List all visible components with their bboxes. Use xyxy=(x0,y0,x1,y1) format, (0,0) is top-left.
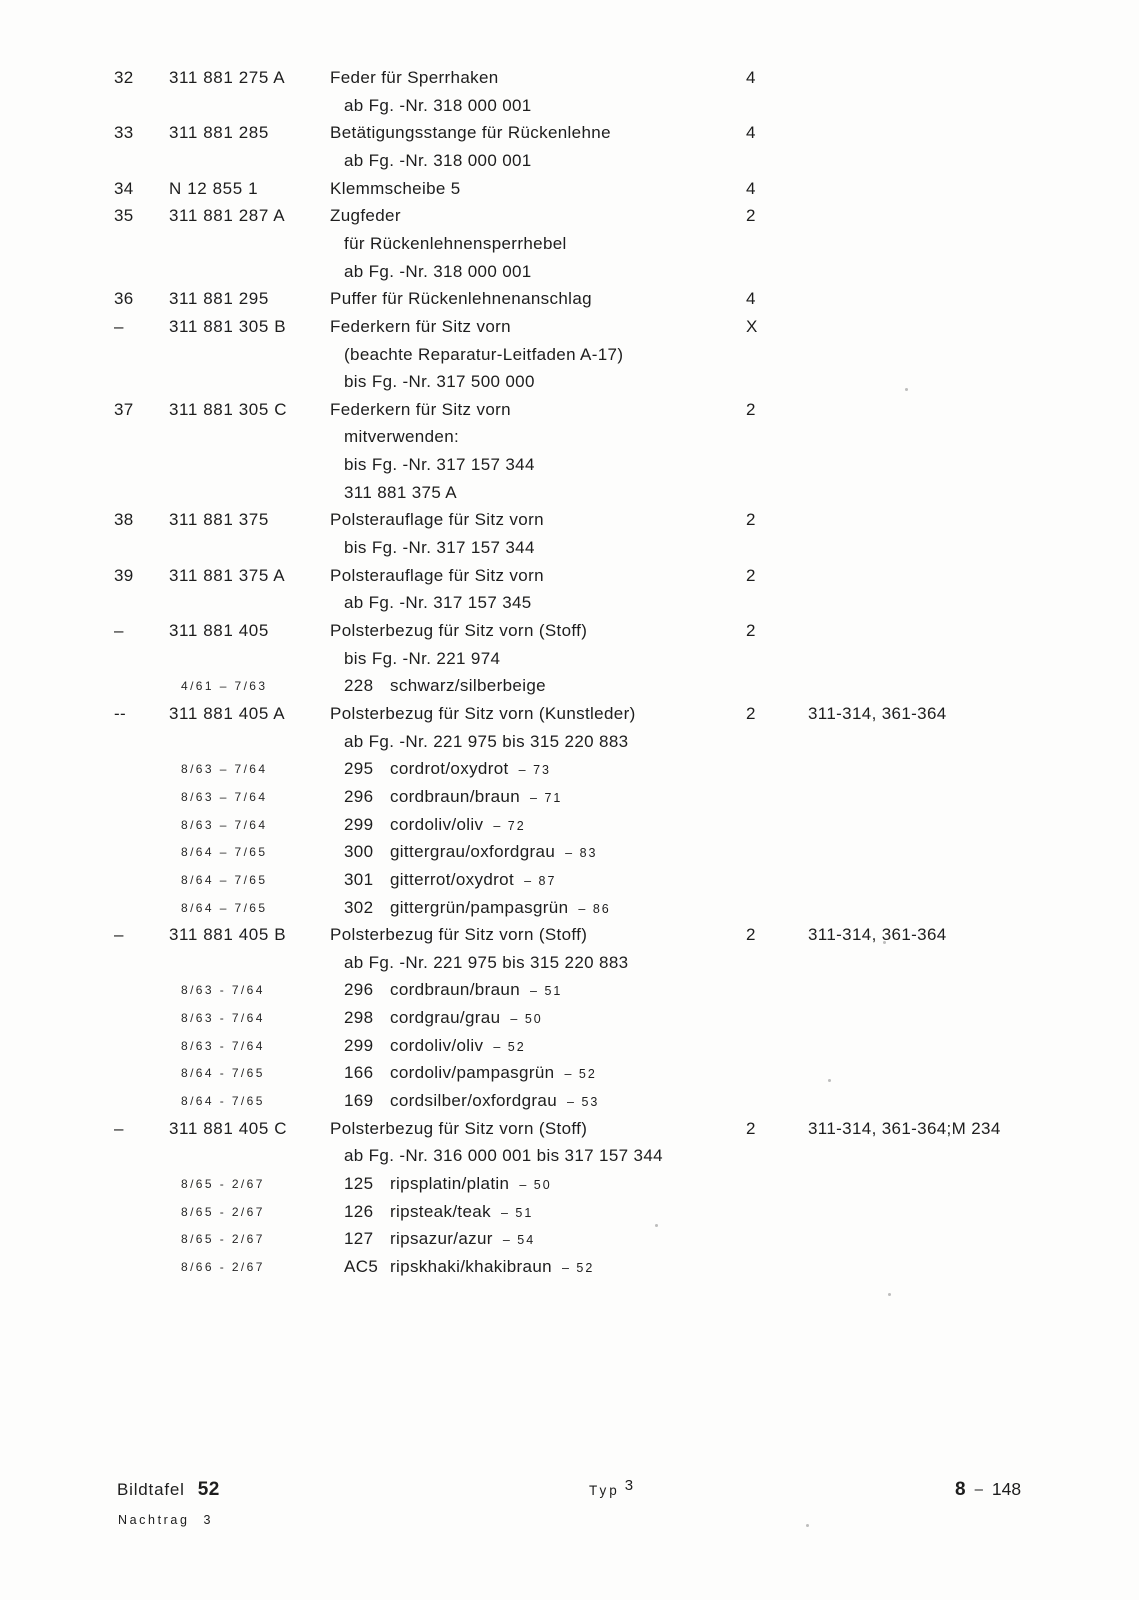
color-name-cell: cordbraun/braun – 51 xyxy=(390,980,563,1000)
color-code-cell: 296 xyxy=(344,980,374,1000)
color-number: – 73 xyxy=(518,763,551,778)
table-row xyxy=(0,368,1139,396)
color-code-cell: AC5 xyxy=(344,1257,379,1276)
position-cell: – xyxy=(114,621,124,640)
table-row xyxy=(0,423,1139,451)
color-name-cell: ripsplatin/platin – 50 xyxy=(390,1174,552,1193)
table-row xyxy=(0,617,1139,645)
color-name-cell: gitterrot/oxydrot – 87 xyxy=(390,869,557,889)
table-row xyxy=(0,672,1139,700)
description-subline: ab Fg. -Nr. 318 000 001 xyxy=(344,261,532,281)
description-cell: Polsterauflage für Sitz vorn xyxy=(330,565,544,585)
color-number: – 86 xyxy=(578,901,611,916)
color-code-cell: 127 xyxy=(344,1229,374,1249)
table-row xyxy=(0,341,1139,369)
date-range-cell: 8/63 – 7/64 xyxy=(181,817,268,832)
table-row xyxy=(0,396,1139,424)
description-subline: ab Fg. -Nr. 221 975 bis 315 220 883 xyxy=(344,952,629,972)
color-code-cell: 300 xyxy=(344,842,374,862)
color-number: – 53 xyxy=(567,1095,600,1109)
table-row xyxy=(0,921,1139,949)
color-number: – 54 xyxy=(502,1233,536,1248)
position-cell: 37 xyxy=(114,399,134,419)
color-name-cell: cordoliv/oliv – 72 xyxy=(390,814,526,834)
date-range-cell: 8/64 – 7/65 xyxy=(181,872,268,887)
position-cell: 33 xyxy=(114,123,134,143)
color-name-cell: ripskhaki/khakibraun – 52 xyxy=(390,1257,595,1276)
table-row xyxy=(0,92,1139,120)
type-label: Typ xyxy=(589,1483,620,1498)
color-number: – 72 xyxy=(493,818,526,833)
table-row xyxy=(0,1142,1139,1170)
color-name-cell: cordoliv/pampasgrün – 52 xyxy=(390,1063,597,1083)
table-row xyxy=(0,700,1139,728)
description-cell: Federkern für Sitz vorn xyxy=(330,316,511,336)
plate-reference xyxy=(117,1479,220,1501)
color-number: – 51 xyxy=(530,984,563,999)
position-cell: – xyxy=(114,925,124,945)
position-cell: 32 xyxy=(114,68,134,87)
description-subline: ab Fg. -Nr. 318 000 001 xyxy=(344,150,532,170)
description-cell: Federkern für Sitz vorn xyxy=(330,399,511,419)
color-code-cell: 301 xyxy=(344,869,374,889)
date-range-cell: 8/63 - 7/64 xyxy=(181,1011,265,1026)
table-row xyxy=(0,313,1139,341)
color-name-cell: gittergrün/pampasgrün – 86 xyxy=(390,897,611,917)
description-cell: Zugfeder xyxy=(330,206,401,226)
color-number: – 87 xyxy=(524,873,557,888)
position-cell: -- xyxy=(114,703,127,723)
scan-speck xyxy=(828,1079,831,1082)
position-cell: – xyxy=(114,1118,124,1138)
table-row xyxy=(0,119,1139,147)
color-code-cell: 299 xyxy=(344,1035,374,1055)
description-subline: ab Fg. -Nr. 318 000 001 xyxy=(344,95,532,115)
description-cell: Polsterbezug für Sitz vorn (Stoff) xyxy=(330,1118,588,1138)
plate-label: Bildtafel xyxy=(117,1480,185,1499)
part-number-cell: 311 881 405 xyxy=(169,621,269,640)
table-row xyxy=(0,451,1139,479)
page-number-reference xyxy=(955,1477,1021,1501)
table-row xyxy=(0,534,1139,562)
table-row xyxy=(0,1115,1139,1143)
table-row xyxy=(0,1032,1139,1060)
scan-speck xyxy=(655,1224,658,1227)
supplement-reference xyxy=(118,1510,213,1530)
color-code-cell: 298 xyxy=(344,1008,374,1028)
description-cell: Polsterauflage für Sitz vorn xyxy=(330,510,544,530)
table-row xyxy=(0,894,1139,922)
part-number-cell: 311 881 287 A xyxy=(169,206,286,226)
quantity-cell: 2 xyxy=(746,703,756,723)
table-row xyxy=(0,838,1139,866)
quantity-cell: 2 xyxy=(746,206,756,226)
table-row xyxy=(0,1198,1139,1226)
position-cell: 36 xyxy=(114,289,134,309)
date-range-cell: 8/65 - 2/67 xyxy=(181,1204,265,1219)
position-cell: 39 xyxy=(114,565,134,585)
date-range-cell: 8/64 - 7/65 xyxy=(181,1094,265,1108)
date-range-cell: 8/64 – 7/65 xyxy=(181,845,268,860)
description-subline: ab Fg. -Nr. 316 000 001 bis 317 157 344 xyxy=(344,1146,663,1166)
color-code-cell: 169 xyxy=(344,1091,374,1110)
table-row xyxy=(0,147,1139,175)
color-code-cell: 125 xyxy=(344,1174,374,1193)
supplement-label: Nachtrag xyxy=(118,1513,190,1527)
table-row xyxy=(0,506,1139,534)
position-cell: 35 xyxy=(114,206,134,226)
position-cell: – xyxy=(114,316,124,336)
date-range-cell: 8/63 - 7/64 xyxy=(181,983,265,998)
date-range-cell: 4/61 – 7/63 xyxy=(181,679,268,694)
color-name-cell: cordsilber/oxfordgrau – 53 xyxy=(390,1091,600,1110)
description-cell: Puffer für Rückenlehnenanschlag xyxy=(330,289,592,309)
quantity-cell: 2 xyxy=(746,621,756,640)
table-row xyxy=(0,285,1139,313)
table-row xyxy=(0,645,1139,673)
table-row xyxy=(0,811,1139,839)
part-number-cell: 311 881 375 A xyxy=(169,565,286,585)
description-subline: bis Fg. -Nr. 317 157 344 xyxy=(344,455,535,475)
page-separator: – xyxy=(974,1481,983,1498)
part-number-cell: 311 881 275 A xyxy=(169,68,286,87)
table-row xyxy=(0,1253,1139,1281)
position-cell: 38 xyxy=(114,510,134,530)
color-number: – 50 xyxy=(510,1012,543,1027)
type-number: 3 xyxy=(624,1477,634,1494)
page-number: 148 xyxy=(991,1479,1022,1499)
quantity-cell: 2 xyxy=(746,1118,756,1138)
table-row xyxy=(0,949,1139,977)
table-row xyxy=(0,866,1139,894)
plate-number: 52 xyxy=(197,1479,220,1500)
table-row xyxy=(0,175,1139,203)
date-range-cell: 8/65 - 2/67 xyxy=(181,1232,265,1247)
table-row xyxy=(0,755,1139,783)
model-remark-cell: 311-314, 361-364 xyxy=(808,925,947,945)
description-subline: mitverwenden: xyxy=(344,427,460,447)
table-row xyxy=(0,976,1139,1004)
color-code-cell: 299 xyxy=(344,814,374,834)
description-cell: Polsterbezug für Sitz vorn (Stoff) xyxy=(330,621,588,640)
description-cell: Polsterbezug für Sitz vorn (Stoff) xyxy=(330,925,588,945)
date-range-cell: 8/65 - 2/67 xyxy=(181,1177,265,1191)
date-range-cell: 8/63 – 7/64 xyxy=(181,762,268,777)
color-number: – 52 xyxy=(564,1067,597,1082)
part-number-cell: 311 881 405 C xyxy=(169,1118,288,1138)
description-subline: für Rückenlehnensperrhebel xyxy=(344,233,567,253)
model-remark-cell: 311-314, 361-364;M 234 xyxy=(808,1118,1001,1138)
color-name-cell: schwarz/silberbeige xyxy=(390,676,546,696)
description-cell: Klemmscheibe 5 xyxy=(330,178,461,198)
quantity-cell: 4 xyxy=(746,68,756,87)
color-name-cell: cordoliv/oliv – 52 xyxy=(390,1035,526,1055)
part-number-cell: 311 881 295 xyxy=(169,289,269,309)
quantity-cell: 2 xyxy=(746,925,756,945)
description-cell: Feder für Sperrhaken xyxy=(330,68,499,87)
quantity-cell: 4 xyxy=(746,123,756,143)
color-code-cell: 228 xyxy=(344,676,374,696)
date-range-cell: 8/64 – 7/65 xyxy=(181,900,268,915)
part-number-cell: 311 881 305 B xyxy=(169,316,287,336)
part-number-cell: N 12 855 1 xyxy=(169,178,259,198)
scan-speck xyxy=(883,941,886,944)
part-number-cell: 311 881 405 B xyxy=(169,925,287,945)
description-subline: bis Fg. -Nr. 221 974 xyxy=(344,648,501,668)
description-subline: bis Fg. -Nr. 317 500 000 xyxy=(344,372,535,392)
description-subline: ab Fg. -Nr. 221 975 bis 315 220 883 xyxy=(344,731,629,751)
description-subline: ab Fg. -Nr. 317 157 345 xyxy=(344,593,532,613)
supplement-number: 3 xyxy=(203,1513,214,1527)
table-row xyxy=(0,1059,1139,1087)
date-range-cell: 8/66 - 2/67 xyxy=(181,1260,265,1274)
table-row xyxy=(0,202,1139,230)
quantity-cell: 2 xyxy=(746,510,756,530)
color-code-cell: 166 xyxy=(344,1063,374,1083)
model-remark-cell: 311-314, 361-364 xyxy=(808,703,947,723)
table-row xyxy=(0,1225,1139,1253)
description-subline: (beachte Reparatur-Leitfaden A-17) xyxy=(344,344,624,364)
table-row xyxy=(0,230,1139,258)
description-cell: Polsterbezug für Sitz vorn (Kunstleder) xyxy=(330,703,636,723)
table-row xyxy=(0,783,1139,811)
color-number: – 51 xyxy=(500,1205,534,1220)
color-number: – 71 xyxy=(530,790,563,805)
part-number-cell: 311 881 375 xyxy=(169,510,269,530)
table-row xyxy=(0,64,1139,92)
scan-speck xyxy=(806,1524,809,1527)
table-row xyxy=(0,589,1139,617)
color-name-cell: gittergrau/oxfordgrau – 83 xyxy=(390,842,598,862)
color-name-cell: cordrot/oxydrot – 73 xyxy=(390,759,551,779)
table-row xyxy=(0,258,1139,286)
table-row xyxy=(0,1087,1139,1115)
description-subline: bis Fg. -Nr. 317 157 344 xyxy=(344,538,535,557)
description-subline: 311 881 375 A xyxy=(344,482,457,502)
color-name-cell: ripsazur/azur – 54 xyxy=(390,1229,536,1249)
type-reference xyxy=(589,1477,634,1501)
table-row xyxy=(0,728,1139,756)
part-number-cell: 311 881 305 C xyxy=(169,399,288,419)
date-range-cell: 8/63 - 7/64 xyxy=(181,1038,265,1053)
quantity-cell: 4 xyxy=(746,289,756,309)
page-section: 8 xyxy=(955,1479,966,1500)
part-number-cell: 311 881 405 A xyxy=(169,703,286,723)
color-code-cell: 296 xyxy=(344,786,374,806)
color-number: – 50 xyxy=(519,1178,552,1192)
color-code-cell: 302 xyxy=(344,897,374,917)
position-cell: 34 xyxy=(114,178,134,198)
part-number-cell: 311 881 285 xyxy=(169,123,269,143)
color-number: – 52 xyxy=(493,1039,526,1054)
scan-speck xyxy=(888,1293,891,1296)
scan-speck xyxy=(905,388,908,391)
quantity-cell: 2 xyxy=(746,399,756,419)
table-row xyxy=(0,562,1139,590)
date-range-cell: 8/63 – 7/64 xyxy=(181,789,268,804)
quantity-cell: 4 xyxy=(746,178,756,198)
color-name-cell: cordgrau/grau – 50 xyxy=(390,1008,543,1028)
table-row xyxy=(0,1004,1139,1032)
table-row xyxy=(0,1170,1139,1198)
description-cell: Betätigungsstange für Rückenlehne xyxy=(330,123,611,143)
color-name-cell: ripsteak/teak – 51 xyxy=(390,1201,534,1221)
color-code-cell: 295 xyxy=(344,759,374,779)
color-name-cell: cordbraun/braun – 71 xyxy=(390,786,563,806)
color-number: – 83 xyxy=(565,846,598,861)
quantity-cell: X xyxy=(746,316,758,336)
color-number: – 52 xyxy=(561,1261,595,1275)
table-row xyxy=(0,479,1139,507)
date-range-cell: 8/64 - 7/65 xyxy=(181,1066,265,1081)
quantity-cell: 2 xyxy=(746,565,756,585)
color-code-cell: 126 xyxy=(344,1201,374,1221)
